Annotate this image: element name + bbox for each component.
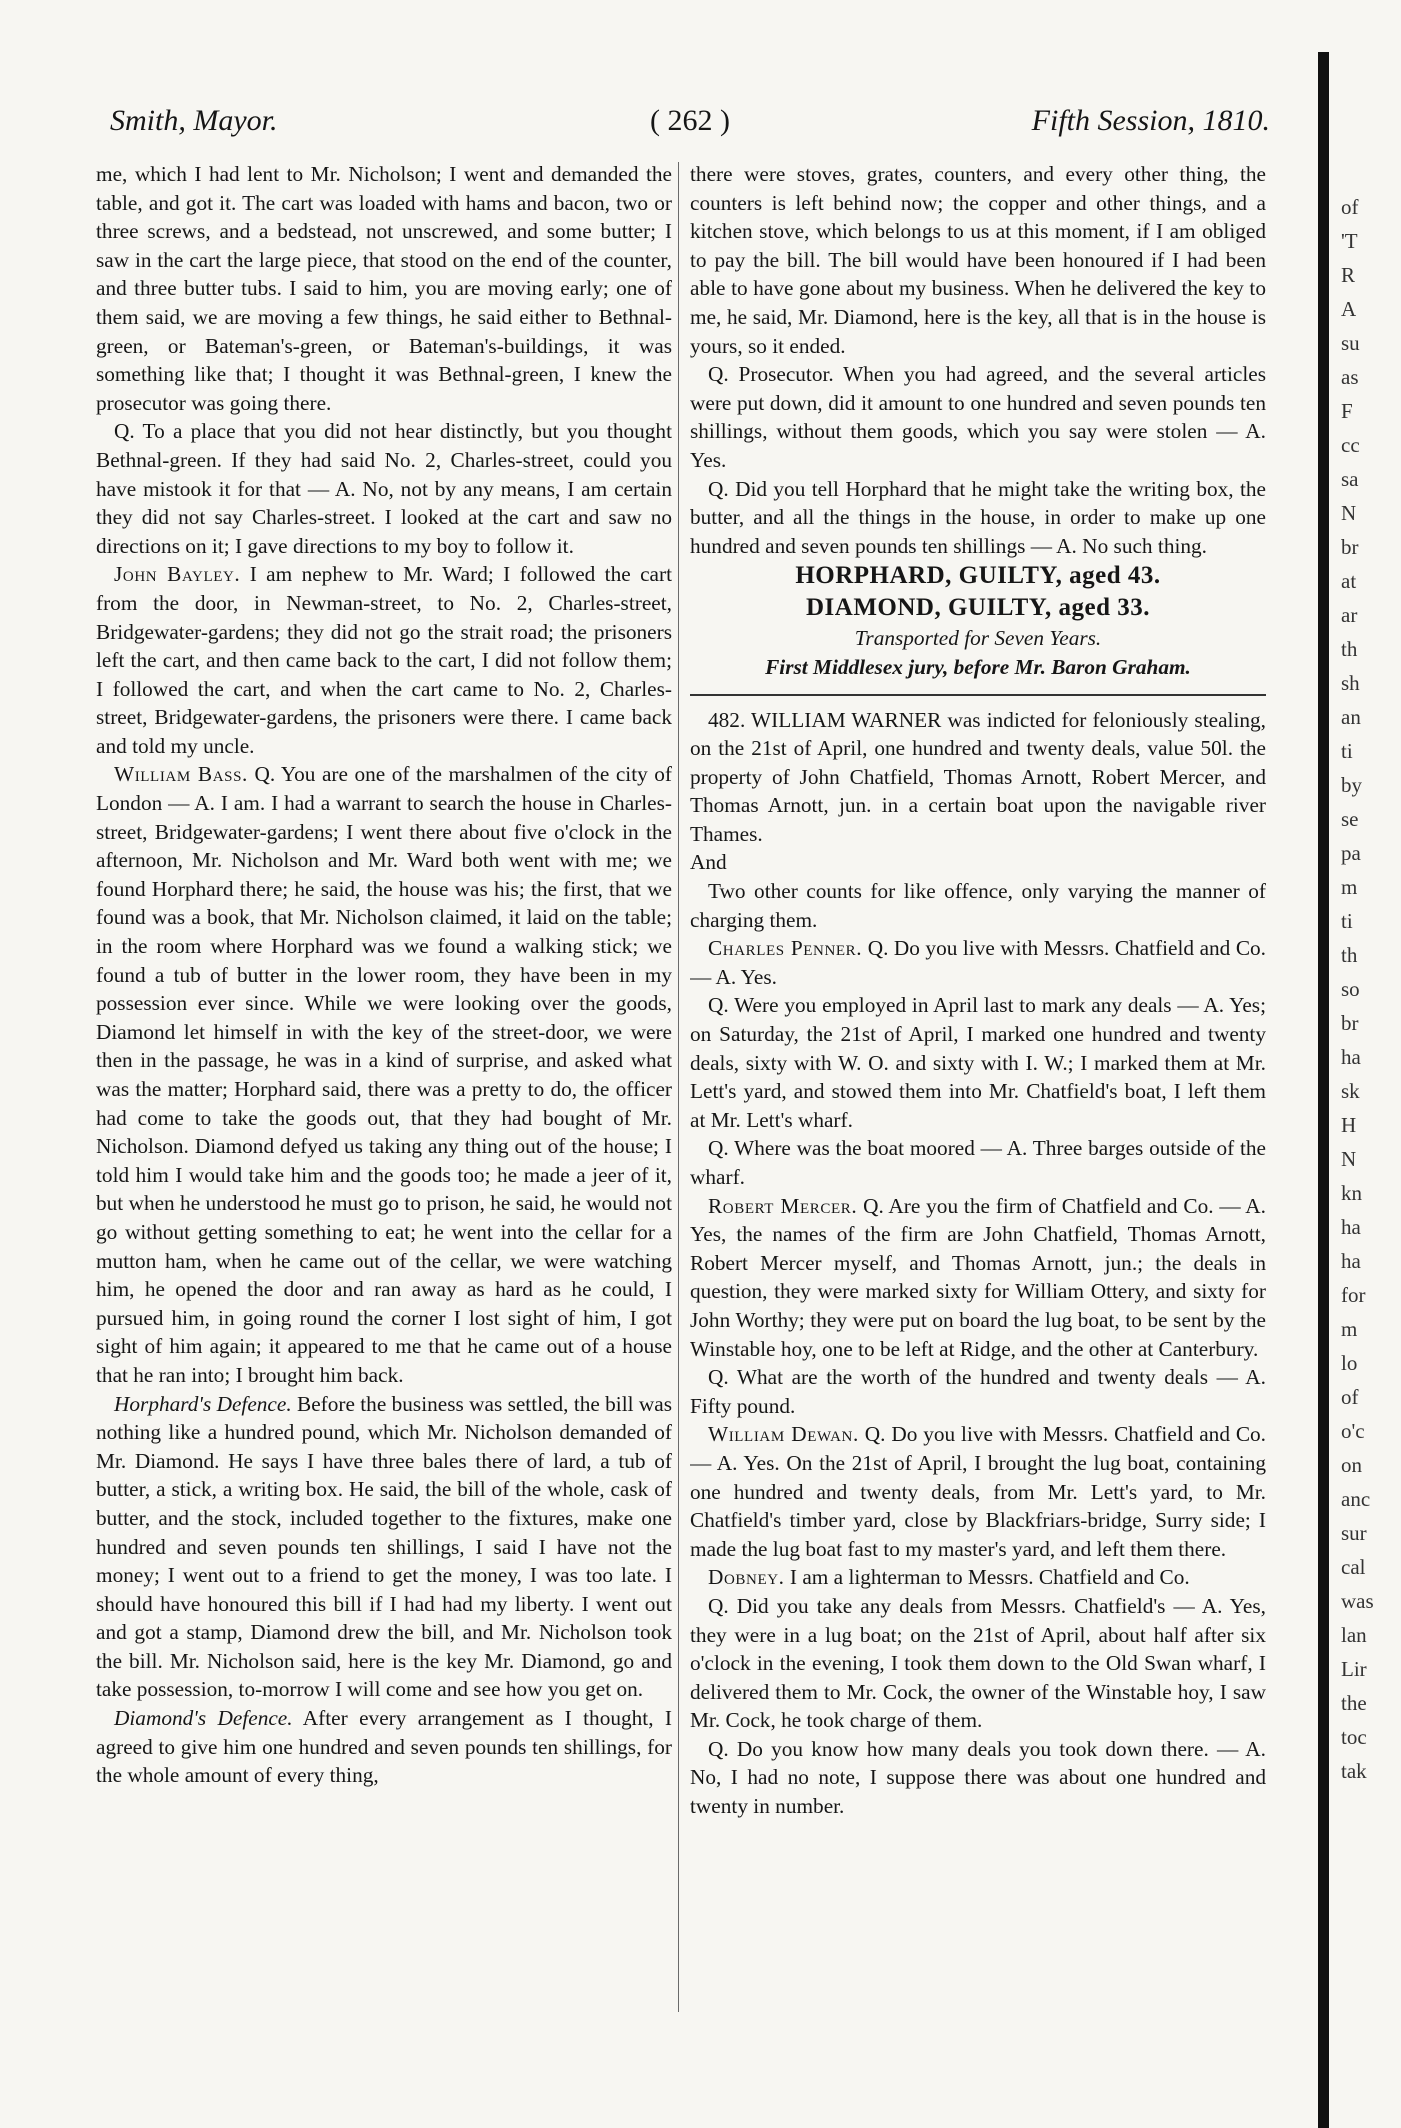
testimony-paragraph bbox=[690, 1192, 1266, 1364]
neighbor-fragment: an bbox=[1341, 705, 1361, 729]
neighbor-fragment: by bbox=[1341, 773, 1362, 797]
witness-name: William Dewan. bbox=[708, 1422, 859, 1447]
neighbor-fragment: Lir bbox=[1341, 1657, 1367, 1681]
testimony-text: Q. You are one of the marshalmen of the city of London — A. I am. I had a warrant to search the house in Charles-street, Bridgewater-gardens; I went there about five o'clock in the afternoon, Mr. Nicholson and Mr. Ward both went with me; we found Horphard there; he said, the house was his; the first, that we found was a book, that Mr. Nicholson claimed, it laid on the table; in the room where Horphard was we found a walking stick; we found a tub of butter in the lower room, they have been in my possession ever since. While we were looking over the goods, Diamond let himself in with the key of the street-door, we were then in the passage, he was in a kind of surprise, and asked what was the matter; Horphard said, there was a pretty to do, the officer had come to take the goods out, that they had bought of Mr. Nicholson. Diamond defyed us taking any thing out of the house; I told him I would take him and the goods too; he made a jeer of it, but when he understood he must go to prison, he said, he would not go without getting something to eat; he went into the cellar for a mutton ham, when he came out of the cellar, we were watching him, he opened the door and ran away as hard as he could, I pursued him, in going round the corner I lost sight of him, I got sight of him again; it appeared to me that he came out of a house that he ran into; I brought him back. bbox=[96, 762, 672, 1387]
testimony-text: Q. Are you the firm of Chatfield and Co. — A. Yes, the names of the firm are John Chatfield, Thomas Arnott, Robert Mercer myself, and Thomas Arnott, jun.; the deals in question, they were marked sixty for William Ottery, and sixty for John Worthy; they were put on board the lug boat, to be sent by the Winstable hoy, one to be left at Ridge, and the other at Canterbury. bbox=[690, 1193, 1266, 1361]
paragraph: Q. Where was the boat moored — A. Three barges outside of the wharf. bbox=[690, 1136, 1266, 1189]
neighbor-fragment: ti bbox=[1341, 739, 1353, 763]
running-head-left: Smith, Mayor. bbox=[110, 104, 278, 137]
and-line: And bbox=[690, 850, 727, 875]
neighbor-fragment: the bbox=[1341, 1691, 1367, 1715]
neighbor-fragment: sk bbox=[1341, 1079, 1360, 1103]
neighbor-fragment: was bbox=[1341, 1589, 1374, 1613]
neighbor-fragment: su bbox=[1341, 331, 1360, 355]
neighbor-fragment: lan bbox=[1341, 1623, 1367, 1647]
neighbor-fragment: H bbox=[1341, 1113, 1357, 1137]
neighbor-page-fragments bbox=[1341, 190, 1401, 1990]
sentence: Transported for Seven Years. bbox=[854, 626, 1102, 651]
paragraph: Q. To a place that you did not hear distinctly, but you thought Bethnal-green. If they had said No. 2, Charles-street, could you have mistook it for that — A. No, not by any means, I am certain they did not say Charles-street. I looked at the cart and saw no directions on it; I gave directions to my boy to follow it. bbox=[96, 419, 672, 558]
neighbor-fragment: 'T bbox=[1341, 229, 1358, 253]
paragraph: Q. Did you take any deals from Messrs. Chatfield's — A. Yes, they were in a lug boat; on the 21st of April, about half after six o'clock in the evening, I took them down to the Old Swan wharf, I delivered them to Mr. Cock, the owner of the Winstable hoy, I saw Mr. Cock, he took charge of them. bbox=[690, 1593, 1266, 1733]
page-number: ( 262 ) bbox=[650, 104, 730, 137]
verdict: DIAMOND, GUILTY, aged 33. bbox=[805, 594, 1151, 622]
neighbor-fragment: sh bbox=[1341, 671, 1360, 695]
neighbor-fragment: sa bbox=[1341, 467, 1359, 491]
neighbor-fragment: ha bbox=[1341, 1045, 1361, 1069]
neighbor-fragment: m bbox=[1341, 875, 1358, 899]
witness-name: Dobney. bbox=[708, 1565, 785, 1590]
binding-gutter-edge bbox=[1318, 52, 1329, 2128]
neighbor-fragment: lo bbox=[1341, 1351, 1358, 1375]
verdict: HORPHARD, GUILTY, aged 43. bbox=[795, 562, 1161, 590]
defence-text: Before the business was settled, the bill was nothing like a hundred pound, which Mr. Nicholson demanded of Mr. Diamond. He says I have three bales there of lard, a tub of butter, a stick, a writing box. He said, the bill of the whole, cask of butter, and the stock, included together to the fixtures, make one hundred and seven pounds ten shillings, I said I have not the money; I went out to a friend to get the money, I was too late. I should have honoured this bill if I had had my liberty. I went out and got a stamp, Diamond drew the bill, and Mr. Nicholson took the bill. Mr. Nicholson said, here is the key Mr. Diamond, go and take possession, to-morrow I will come and see how you get on. bbox=[96, 1391, 672, 1702]
section-rule bbox=[690, 694, 1266, 696]
neighbor-fragment: R bbox=[1341, 263, 1356, 287]
testimony-text: Q. Do you live with Messrs. Chatfield and Co. — A. Yes. On the 21st of April, I brought the lug boat, containing one hundred and twenty deals, from Mr. Lett's yard, to Mr. Chatfield's timber yard, close by Blackfriars-bridge, Surry side; I made the lug boat fast to my master's yard, and left them there. bbox=[690, 1422, 1266, 1561]
neighbor-fragment: as bbox=[1341, 365, 1359, 389]
neighbor-fragment: toc bbox=[1341, 1725, 1367, 1749]
neighbor-fragment: N bbox=[1341, 1147, 1357, 1171]
neighbor-fragment: of bbox=[1341, 1385, 1359, 1409]
column-divider bbox=[678, 162, 679, 2012]
neighbor-fragment: th bbox=[1341, 943, 1358, 967]
counts-line: Two other counts for like offence, only varying the manner of charging them. bbox=[690, 879, 1266, 932]
witness-name: William Bass. bbox=[114, 762, 248, 787]
neighbor-fragment: br bbox=[1341, 1011, 1359, 1035]
witness-name: Charles Penner. bbox=[708, 936, 863, 961]
testimony-paragraph bbox=[690, 934, 1266, 991]
left-column bbox=[96, 160, 672, 2010]
neighbor-fragment: ar bbox=[1341, 603, 1358, 627]
testimony-paragraph bbox=[96, 760, 672, 1389]
paragraph: there were stoves, grates, counters, and every other thing, the counters is left behind now; the copper and other things, and a kitchen stove, which belongs to us at this moment, if I am obliged to pay the bill. The bill would have been honoured if I had been able to have gone about my business. When he delivered the key to me, he said, Mr. Diamond, here is the key, all that is in the house is yours, so it ended. bbox=[690, 162, 1266, 358]
neighbor-fragment: of bbox=[1341, 195, 1359, 219]
neighbor-fragment: o'c bbox=[1341, 1419, 1365, 1443]
testimony-paragraph bbox=[690, 1420, 1266, 1563]
neighbor-fragment: sur bbox=[1341, 1521, 1367, 1545]
paragraph: Q. Do you know how many deals you took down there. — A. No, I had no note, I suppose there was about one hundred and twenty in number. bbox=[690, 1736, 1266, 1819]
neighbor-fragment: ha bbox=[1341, 1215, 1361, 1239]
neighbor-fragment: tak bbox=[1341, 1759, 1367, 1783]
testimony-paragraph bbox=[690, 1563, 1266, 1592]
jury-line: First Middlesex jury, before Mr. Baron Graham. bbox=[765, 654, 1191, 679]
neighbor-fragment: ha bbox=[1341, 1249, 1361, 1273]
neighbor-fragment: pa bbox=[1341, 841, 1361, 865]
neighbor-fragment: th bbox=[1341, 637, 1358, 661]
neighbor-fragment: ti bbox=[1341, 909, 1353, 933]
defence-paragraph bbox=[96, 1704, 672, 1790]
paragraph: Q. Were you employed in April last to mark any deals — A. Yes; on Saturday, the 21st of April, I marked one hundred and twenty deals, sixty with W. O. and sixty with I. W.; I marked them at Mr. Lett's yard, and stowed them into Mr. Chatfield's boat, I left them at Mr. Lett's wharf. bbox=[690, 993, 1266, 1132]
neighbor-fragment: kn bbox=[1341, 1181, 1362, 1205]
testimony-text: Q. Do you live with Messrs. Chatfield and Co. — A. Yes. bbox=[690, 936, 1266, 989]
neighbor-fragment: m bbox=[1341, 1317, 1358, 1341]
witness-name: John Bayley. bbox=[114, 562, 241, 587]
witness-name: Robert Mercer. bbox=[708, 1193, 858, 1218]
running-head-right: Fifth Session, 1810. bbox=[1031, 104, 1270, 137]
paragraph: Q. Prosecutor. When you had agreed, and the several articles were put down, did it amount to one hundred and seven pounds ten shillings, without them goods, which you say were stolen — A. Yes. bbox=[690, 362, 1266, 472]
right-column bbox=[690, 160, 1266, 2010]
page-header bbox=[110, 104, 1270, 152]
neighbor-fragment: at bbox=[1341, 569, 1357, 593]
neighbor-fragment: F bbox=[1341, 399, 1353, 423]
testimony-text: I am nephew to Mr. Ward; I followed the cart from the door, in Newman-street, to No. 2, Charles-street, Bridgewater-gardens; they did not go the strait road; the prisoners left the cart, and then came back to the cart, I did not follow them; I followed the cart, and when the cart came to No. 2, Charles-street, Bridgewater-gardens, the prisoners were there. I came back and told my uncle. bbox=[96, 562, 672, 758]
defence-label: Horphard's Defence. bbox=[114, 1391, 292, 1416]
paragraph: Q. Did you tell Horphard that he might take the writing box, the butter, and all the things in the house, in order to make up one hundred and seven pounds ten shillings — A. No such thing. bbox=[690, 476, 1266, 558]
paragraph: Q. What are the worth of the hundred and twenty deals — A. Fifty pound. bbox=[690, 1365, 1266, 1418]
testimony-paragraph bbox=[96, 560, 672, 760]
neighbor-fragment: se bbox=[1341, 807, 1359, 831]
neighbor-fragment: for bbox=[1341, 1283, 1366, 1307]
defence-label: Diamond's Defence. bbox=[114, 1706, 293, 1731]
neighbor-fragment: anc bbox=[1341, 1487, 1371, 1511]
neighbor-fragment: A bbox=[1341, 297, 1357, 321]
paragraph: me, which I had lent to Mr. Nicholson; I went and demanded the table, and got it. The cart was loaded with hams and bacon, two or three screws, and a bedstead, not unscrewed, and some butter; I saw in the cart the large piece, that stood on the end of the counter, and three butter tubs. I said to him, you are moving early; one of them said, we are moving a few things, he said either to Bethnal-green, or Bateman's-green, or Bateman's-buildings, it was something like that; I thought it was Bethnal-green, I knew the prosecutor was going there. bbox=[96, 162, 672, 415]
neighbor-fragment: N bbox=[1341, 501, 1357, 525]
neighbor-fragment: cal bbox=[1341, 1555, 1366, 1579]
defence-text: After every arrangement as I thought, I agreed to give him one hundred and seven pounds ten shillings, for the whole amount of every thing, bbox=[96, 1706, 672, 1788]
defence-paragraph bbox=[96, 1390, 672, 1705]
neighbor-fragment: so bbox=[1341, 977, 1360, 1001]
case-intro: 482. WILLIAM WARNER was indicted for feloniously stealing, on the 21st of April, one hundred and twenty deals, value 50l. the property of John Chatfield, Thomas Arnott, Robert Mercer, and Thomas Arnott, jun. in a certain boat upon the navigable river Thames. bbox=[690, 707, 1266, 846]
testimony-text: I am a lighterman to Messrs. Chatfield and Co. bbox=[789, 1565, 1190, 1590]
neighbor-fragment: on bbox=[1341, 1453, 1362, 1477]
neighbor-fragment: cc bbox=[1341, 433, 1360, 457]
neighbor-fragment: br bbox=[1341, 535, 1359, 559]
